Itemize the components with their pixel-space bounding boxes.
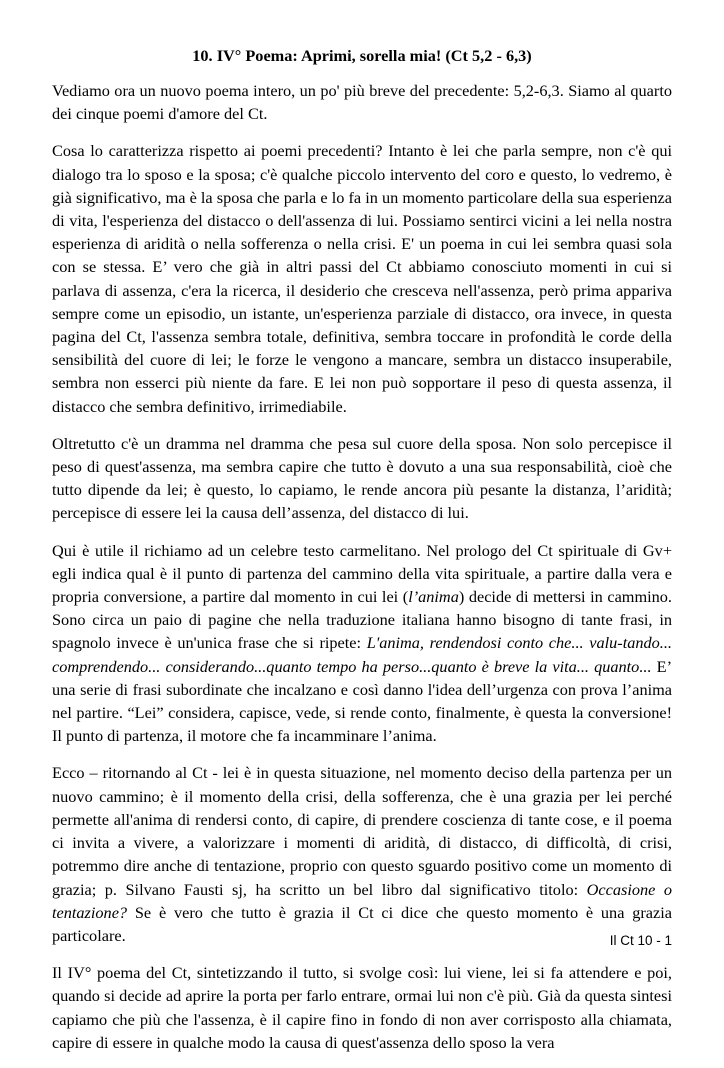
paragraph-4 <box>52 539 672 748</box>
paragraph-1: Vediamo ora un nuovo poema intero, un po' più breve del precedente: 5,2-6,3. Siamo al quarto dei cinque poemi d'amore del Ct. <box>52 81 672 124</box>
paragraph-5-text-a: Ecco – ritornando al Ct - lei è in questa situazione, nel momento deciso della partenza per un nuovo cammino; è il momento della crisi, della sofferenza, che è una grazia per lei perché permette all'anima di rendersi conto, di capire, di prendere coscienza di tante cose, e il poema ci invita a vivere, a valorizzare i momenti di aridità, di distacco, di difficoltà, di crisi, potremmo dire anche di tentazione, proprio con questo sguardo positivo come un momento di grazia; p. Silvano Fausti sj, ha scritto un bel libro dal significativo titolo: <box>52 763 672 899</box>
document-page <box>52 44 672 1068</box>
paragraph-5-italic-book-title: Occasione o tentazione? <box>52 879 672 922</box>
paragraph-4-italic-anima: l’anima <box>408 587 459 607</box>
paragraph-5-text-b: Se è vero che tutto è grazia il Ct ci dice che questo momento è una grazia particolare. <box>52 902 672 945</box>
paragraph-4-italic-quote: L'anima, rendendosi conto che... valu-tando... comprendendo... considerando...quanto tempo ha perso...quanto è breve la vita... quanto... <box>52 633 672 676</box>
paragraph-2: Cosa lo caratterizza rispetto ai poemi precedenti? Intanto è lei che parla sempre, non c'è qui dialogo tra lo sposo e la sposa; c'è qualche piccolo intervento del coro e questo, lo vedremo, è già significativo, ma è la sposa che parla e lo fa in un momento particolare della sua esperienza di vita, l'esperienza del distacco o dell'assenza di lui. Possiamo sentirci vicini a lei nella nostra esperienza di aridità o nella sofferenza o nella crisi. E' un poema in cui lei sembra quasi sola con se stessa. E’ vero che già in altri passi del Ct abbiamo conosciuto momenti in cui si parlava di assenza, c'era la ricerca, il desiderio che cresceva nell'assenza, però prima appariva sempre come un episodio, un istante, un'esperienza parziale di distacco, ora invece, in questa pagina del Ct, l'assenza sembra totale, definitiva, sembra toccare in profondità le corde della sensibilità del cuore di lei; le forze le vengono a mancare, sembra un distacco insuperabile, sembra non esserci più niente da fare. E lei non può sopportare il peso di questa assenza, il distacco che sembra definitivo, irrimediabile. <box>52 141 672 416</box>
page-footer: Il Ct 10 - 1 <box>609 933 672 948</box>
paragraph-4-text-b: ) decide di mettersi in cammino. Sono circa un paio di pagine che nella traduzione italiana hanno bisogno di tante frasi, in spagnolo invece è un'unica frase che si ripete: <box>52 587 673 653</box>
paragraph-6: Il IV° poema del Ct, sintetizzando il tutto, si svolge così: lui viene, lei si fa attendere e poi, quando si decide ad aprire la porta per farlo entrare, ormai lui non c'è più. Già da questa sintesi capiamo che più che l'assenza, è il capire fino in fondo di non aver corrisposto alla chiamata, capire di essere in qualche modo la causa di quest'assenza dello sposo la vera <box>52 963 672 1052</box>
paragraph-3: Oltretutto c'è un dramma nel dramma che pesa sul cuore della sposa. Non solo percepisce il peso di quest'assenza, ma sembra capire che tutto è dovuto a una sua responsabilità, cioè che tutto dipende da lei; è questo, lo capiamo, le rende ancora più pesante la distanza, l’aridità; percepisce di essere lei la causa dell’assenza, del distacco di lui. <box>52 433 672 523</box>
paragraph-4-text-a: Qui è utile il richiamo ad un celebre testo carmelitano. Nel prologo del Ct spirituale di Gv+ egli indica qual è il punto di partenza del cammino della vita spirituale, a partire dalla vera e propria conversione, a partire dal momento in cui lei ( <box>52 540 672 607</box>
paragraph-4-text-c: E’ una serie di frasi subordinate che incalzano e così danno l'idea dell’urgenza con prova l’anima nel partire. “Lei” considera, capisce, vede, si rende conto, finalmente, è questa la conversione! Il punto di partenza, il motore che fa incamminare l’anima. <box>52 656 672 746</box>
paragraph-5 <box>52 761 672 947</box>
section-title: 10. IV° Poema: Aprimi, sorella mia! (Ct 5,2 - 6,3) <box>192 46 532 65</box>
